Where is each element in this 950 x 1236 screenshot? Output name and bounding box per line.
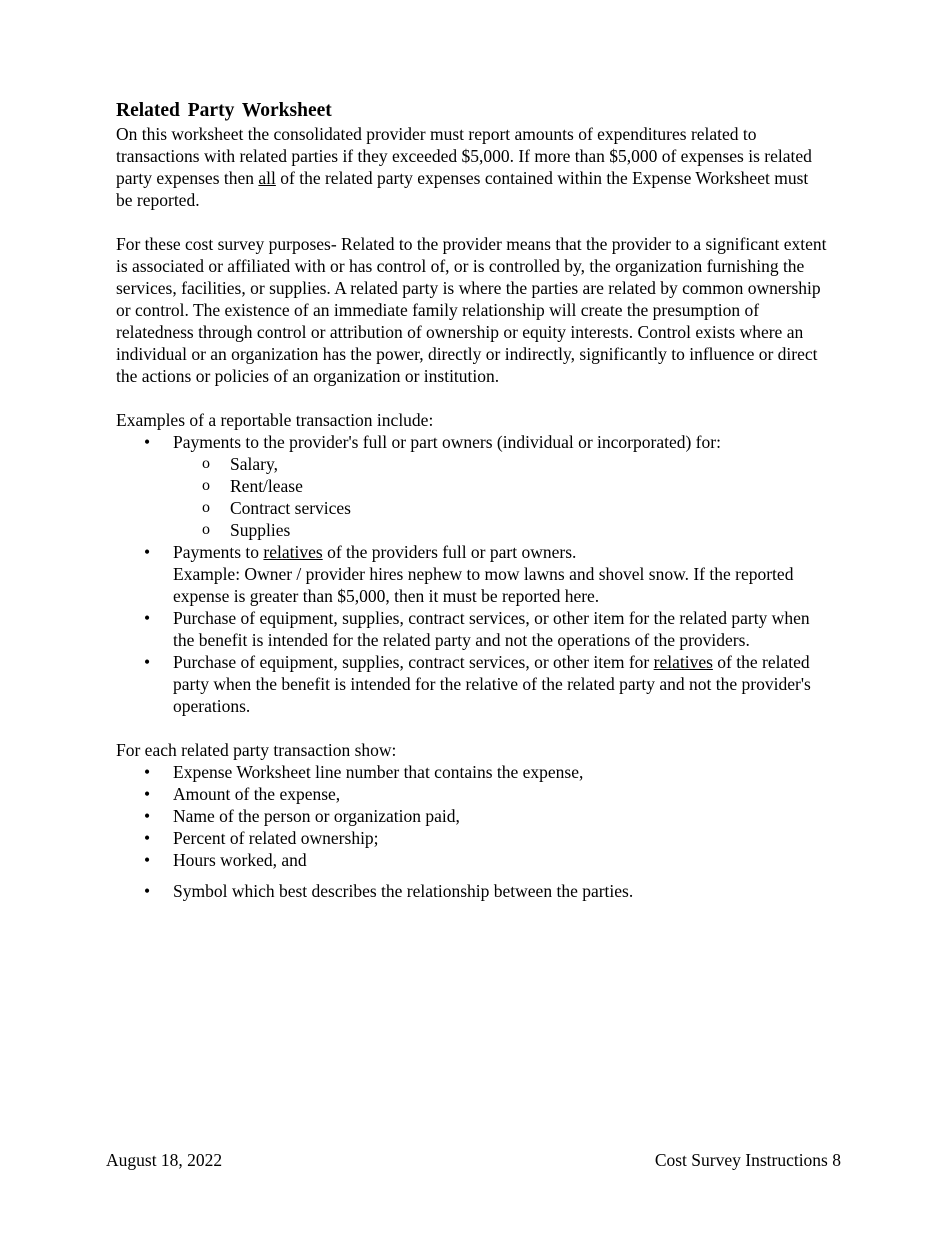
example-item-2-emphasis: relatives [263,542,323,562]
sub-list [173,453,828,541]
sub-list-item: o Rent/lease [173,475,828,497]
footer-date: August 18, 2022 [106,1150,223,1170]
footer-page-label: Cost Survey Instructions 8 [654,1150,841,1170]
sub-list-item: o Salary, [173,453,828,475]
definition-paragraph: For these cost survey purposes- Related to the provider means that the provider to a significant extent is associated or affiliated with or has control of, or is controlled by, the organization furnishing the services, facilities, or supplies. A related party is where the parties are related by common ownership or control. The existence of an immediate family relationship will create the presumption of relatedness through control or attribution of ownership or equity interests. Control exists where an individual or an organization has the power, directly or indirectly, significantly to influence or direct the actions or policies of an organization or institution. [116,234,827,386]
example-item-4-emphasis: relatives [653,652,713,672]
example-item-4-pre: Purchase of equipment, supplies, contract services, or other item for [173,652,654,672]
list-item: • Percent of related ownership; [116,827,828,849]
example-item-2-post: of the providers full or part owners. [322,542,577,562]
list-item: • Name of the person or organization paid, [116,805,828,827]
example-item-4-post: of the related party when the benefit is intended for the relative of the related party and not the provider's operations. [173,652,811,716]
sub-list-item: o Contract services [173,497,828,519]
list-item [116,541,828,607]
document-body [116,99,828,902]
show-list [116,761,828,902]
list-item: • Amount of the expense, [116,783,828,805]
intro-emphasis-all: all [258,168,276,188]
intro-text-part2: of the related party expenses contained within the Expense Worksheet must be reported. [116,168,809,210]
examples-list [116,431,828,717]
intro-text-part1: On this worksheet the consolidated provider must report amounts of expenditures related to transactions with related parties if they exceeded $5,000. If more than $5,000 of expenses is related party expenses then [116,124,812,188]
list-item: • Purchase of equipment, supplies, contract services, or other item for the related party when the benefit is intended for the related party and not the operations of the providers. [116,607,828,651]
example-item-2-pre: Payments to [173,542,264,562]
example-item-1-text: Payments to the provider's full or part owners (individual or incorporated) for: [173,432,721,452]
examples-intro: Examples of a reportable transaction include: [116,410,434,430]
sub-list-item: o Supplies [173,519,828,541]
list-item: • Expense Worksheet line number that contains the expense, [116,761,828,783]
page-title: Related Party Worksheet [116,100,332,121]
list-item: • Symbol which best describes the relationship between the parties. [116,880,828,902]
list-item: • Hours worked, and [116,849,828,871]
show-intro: For each related party transaction show: [116,740,397,760]
example-item-2-example: Example: Owner / provider hires nephew to mow lawns and shovel snow. If the reported expense is greater than $5,000, then it must be reported here. [173,564,794,606]
list-item [116,431,828,541]
intro-paragraph [116,123,828,211]
list-item [116,651,828,717]
